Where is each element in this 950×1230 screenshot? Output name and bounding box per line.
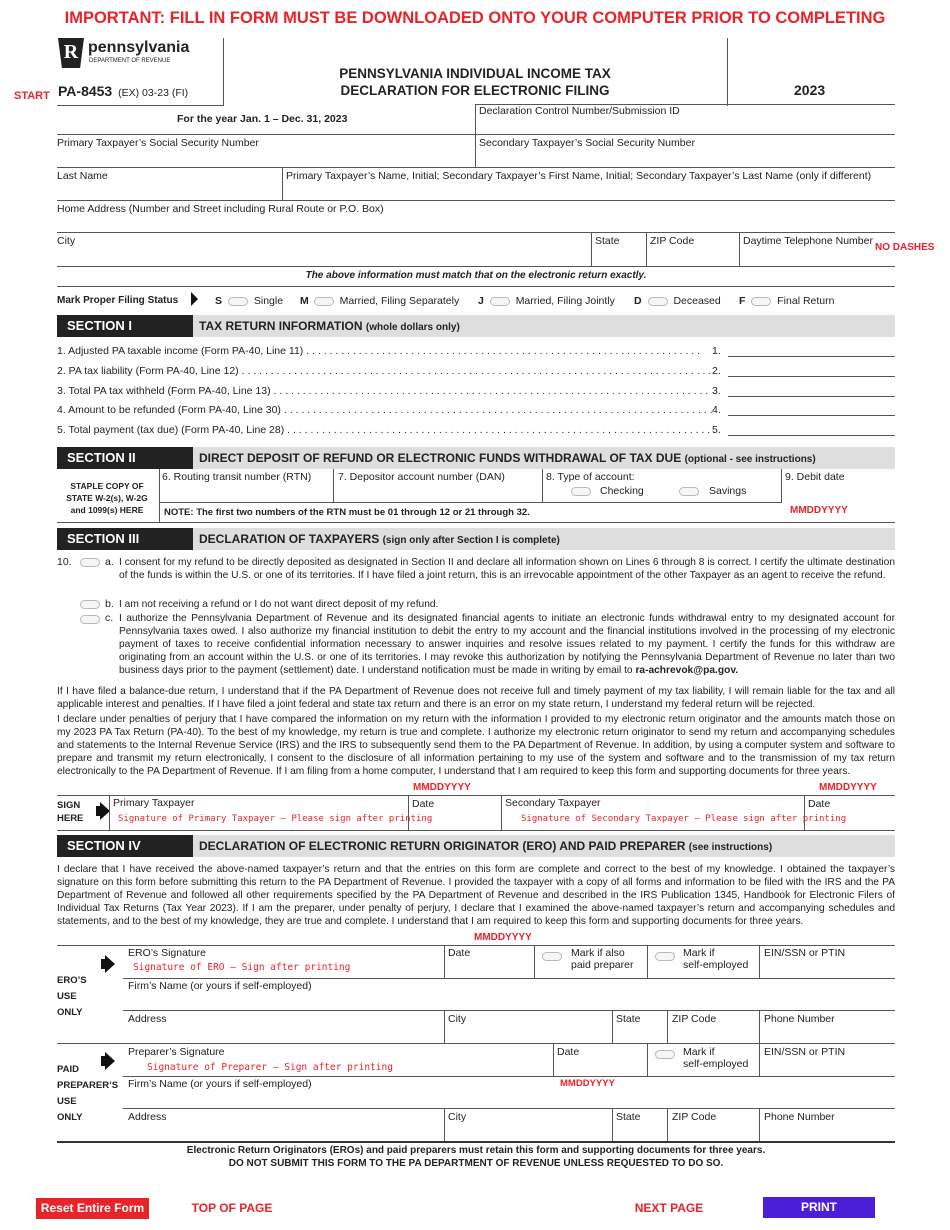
tax-period: For the year Jan. 1 – Dec. 31, 2023 <box>177 113 348 125</box>
ero-self-employed-oval[interactable] <box>655 952 675 961</box>
ero-state-label: State <box>616 1013 641 1025</box>
debit-date-format: MMDDYYYY <box>790 505 848 516</box>
secondary-date-label: Date <box>808 798 831 810</box>
download-warning-banner: IMPORTANT: FILL IN FORM MUST BE DOWNLOADED ONTO YOUR COMPUTER PRIOR TO COMPLETING <box>64 9 886 27</box>
section-3-header <box>57 528 895 550</box>
ero-phone-label: Phone Number <box>764 1013 835 1025</box>
form-title <box>223 65 727 99</box>
secondary-date-format: MMDDYYYY <box>819 782 877 793</box>
primary-ssn-label: Primary Taxpayer’s Social Security Number <box>57 137 259 149</box>
section-4-label: SECTION IV <box>57 835 193 857</box>
preparer-signature-label: Preparer’s Signature <box>128 1046 225 1058</box>
ero-address-label: Address <box>128 1013 167 1025</box>
consent-b-text: I am not receiving a refund or I do not want direct deposit of my refund. <box>119 599 439 610</box>
rtn-label: 6. Routing transit number (RTN) <box>162 471 312 483</box>
filing-status-j[interactable]: J Married, Filing Jointly <box>478 295 615 307</box>
savings-oval[interactable] <box>679 487 699 496</box>
line-5-num: 5. <box>712 424 721 436</box>
retention-note: Electronic Return Originators (EROs) and paid preparers must retain this form and supporting documents for three years. <box>186 1145 766 1156</box>
preparer-signature-hint[interactable]: Signature of Preparer – Sign after printing <box>147 1062 393 1073</box>
status-married-sep-oval[interactable] <box>314 297 334 306</box>
revoke-email: ra-achrevok@pa.gov. <box>635 665 739 676</box>
consent-a-oval[interactable] <box>80 558 100 567</box>
savings-label: Savings <box>709 485 747 497</box>
form-revision: (EX) 03-23 (FI) <box>118 87 189 99</box>
status-deceased-oval[interactable] <box>648 297 668 306</box>
state-label: State <box>595 235 620 247</box>
section-3-label: SECTION III <box>57 528 193 550</box>
preparer-phone-label: Phone Number <box>764 1111 835 1123</box>
ero-city-label: City <box>448 1013 467 1025</box>
filing-status-label: Mark Proper Filing Status <box>57 295 179 306</box>
rtn-note: NOTE: The first two numbers of the RTN must be 01 through 12 or 21 through 32. <box>164 507 530 518</box>
ero-date-format: MMDDYYYY <box>474 932 532 943</box>
line-1-num: 1. <box>712 345 721 357</box>
staple-note: STAPLE COPY OF STATE W-2(s), W-2G and 1099(s) HERE <box>66 481 148 515</box>
status-single-oval[interactable] <box>228 297 248 306</box>
balance-due-paragraph: If I have filed a balance-due return, I understand that if the PA Department of Revenue does not receive full and timely payment of my tax liability, I will remain liable for the tax and all applicable interest and penalties. If I have filed a joint federal and state tax return and there is an error on my state return, I understand my federal return will be rejected. <box>57 686 895 710</box>
print-button[interactable]: PRINT <box>763 1197 875 1218</box>
consent-c-letter: c. <box>105 612 114 624</box>
filing-status-d[interactable]: D Deceased <box>634 295 721 307</box>
ero-signature-label: ERO’s Signature <box>128 947 207 959</box>
ero-paid-preparer-oval[interactable] <box>542 952 562 961</box>
next-page-button[interactable]: NEXT PAGE <box>634 1201 704 1215</box>
ero-declaration-paragraph: I declare that I have received the above-named taxpayer’s return and that the entries on this form are complete and correct to the best of my knowledge. I obtained the taxpayer’s signature on this form before submitting this return to the PA Department of Revenue. I provided the taxpayer with a copy of all forms and information to be filed with the IRS and the PA Department of Revenue and followed all other requirements specified by the PA Department of Revenue and described in the IRS Publication 1345, Handbook for Electronic Filers of Individual Tax Returns (Tax Year 2023). If I am the preparer, under penalty of perjury, I declare that I examined the above-named taxpayer’s return and accompanying schedules and statements, and to the best of my knowledge, they are true and complete. I understand that I am required to keep this form and supporting documents for three years. <box>57 864 895 927</box>
section-2-title: DIRECT DEPOSIT OF REFUND OR ELECTRONIC FUNDS WITHDRAWAL OF TAX DUE (optional - see instructions) <box>199 451 816 465</box>
line-4: 4. Amount to be refunded (Form PA-40, Line 30) . . . . . . . . . . . . . . . . . . . . . . . . . . . . . . . . . . . . . . . . . . . . . . . . . . . . . . . . . . . . . . . . . . . . . . . . . . <box>57 404 713 416</box>
status-married-joint-oval[interactable] <box>490 297 510 306</box>
checking-oval[interactable] <box>571 487 591 496</box>
preparer-state-label: State <box>616 1111 641 1123</box>
line-3-num: 3. <box>712 385 721 397</box>
secondary-taxpayer-label: Secondary Taxpayer <box>505 797 601 809</box>
filing-status-s[interactable]: S Single <box>215 295 284 307</box>
preparer-self-employed-label: Mark if self-employed <box>683 1046 749 1070</box>
ero-firm-label: Firm’s Name (or yours if self-employed) <box>128 980 312 992</box>
secondary-signature-hint[interactable]: Signature of Secondary Taxpayer – Please sign after printing <box>521 814 847 824</box>
filing-status-m[interactable]: M Married, Filing Separately <box>300 295 460 307</box>
filing-status-arrow-icon <box>191 292 198 306</box>
checking-label: Checking <box>600 485 644 497</box>
line-5: 5. Total payment (tax due) (Form PA-40, Line 28) . . . . . . . . . . . . . . . . . . . . . . . . . . . . . . . . . . . . . . . . . . . . . . . . . . . . . . . . . . . . . . . . . . . . . . . . . <box>57 424 711 436</box>
sign-here-label: SIGN HERE <box>57 800 84 824</box>
line-2-input[interactable] <box>728 376 895 377</box>
form-title-line2: DECLARATION FOR ELECTRONIC FILING <box>340 83 610 98</box>
section-2-header <box>57 447 895 469</box>
consent-a-text: I consent for my refund to be directly deposited as designated in Section II and declare all information shown on Lines 6 through 8 is correct. I certify the ultimate destination of the funds is within the U.S. or one of its territories. If I have filed a joint return, this is an irrevocable appointment of the other Taxpayer as an agent to receive the refund. <box>119 557 895 581</box>
primary-date-format: MMDDYYYY <box>413 782 471 793</box>
line-3-input[interactable] <box>728 396 895 397</box>
section-1-header <box>57 315 895 337</box>
ero-self-employed-label: Mark if self-employed <box>683 947 749 971</box>
ero-arrow-icon <box>105 955 115 973</box>
line-5-input[interactable] <box>728 435 895 436</box>
primary-date-label: Date <box>412 798 435 810</box>
logo-text: pennsylvania <box>88 39 190 56</box>
form-number: PA-8453 <box>58 83 113 99</box>
preparer-date-label: Date <box>557 1046 580 1058</box>
line-4-input[interactable] <box>728 415 895 416</box>
account-type-label: 8. Type of account: <box>546 471 635 483</box>
ero-use-only: ERO’S USE ONLY <box>57 975 87 1018</box>
item-10-num: 10. <box>57 556 72 568</box>
preparer-use-only: PAID PREPARER’S USE ONLY <box>57 1064 119 1123</box>
dcn-label: Declaration Control Number/Submission ID <box>479 105 680 117</box>
status-final-oval[interactable] <box>751 297 771 306</box>
do-not-submit-note: DO NOT SUBMIT THIS FORM TO THE PA DEPARTMENT OF REVENUE UNLESS REQUESTED TO DO SO. <box>228 1158 724 1169</box>
tax-year: 2023 <box>794 82 826 98</box>
pa-logo <box>58 38 198 70</box>
preparer-firm-label: Firm’s Name (or yours if self-employed) <box>128 1078 312 1090</box>
line-3: 3. Total PA tax withheld (Form PA-40, Line 13) . . . . . . . . . . . . . . . . . . . . . . . . . . . . . . . . . . . . . . . . . . . . . . . . . . . . . . . . . . . . . . . . . . . . . . . . . . . <box>57 385 709 397</box>
form-title-line1: PENNSYLVANIA INDIVIDUAL INCOME TAX <box>339 66 611 81</box>
filing-status-f[interactable]: F Final Return <box>739 295 835 307</box>
preparer-ein-label: EIN/SSN or PTIN <box>764 1046 846 1058</box>
ero-signature-hint[interactable]: Signature of ERO – Sign after printing <box>133 962 351 973</box>
secondary-ssn-label: Secondary Taxpayer’s Social Security Number <box>479 137 695 149</box>
line-1-input[interactable] <box>728 356 895 357</box>
line-1: 1. Adjusted PA taxable income (Form PA-40, Line 11) . . . . . . . . . . . . . . . . . . . . . . . . . . . . . . . . . . . . . . . . . . . . . . . . . . . . . . . . . . . . . . . . . . . . <box>57 345 701 357</box>
names-label: Primary Taxpayer’s Name, Initial; Secondary Taxpayer’s First Name, Initial; Secondary Taxpayer’s Last Name (only if different) <box>286 170 872 182</box>
preparer-zip-label: ZIP Code <box>672 1111 717 1123</box>
match-note: The above information must match that on the electronic return exactly. <box>305 270 647 281</box>
primary-taxpayer-label: Primary Taxpayer <box>113 797 195 809</box>
preparer-self-employed-oval[interactable] <box>655 1050 675 1059</box>
line-4-num: 4. <box>712 404 721 416</box>
start-label[interactable]: START <box>14 90 50 102</box>
phone-label: Daytime Telephone Number <box>743 235 873 247</box>
home-address-label: Home Address (Number and Street including Rural Route or P.O. Box) <box>57 203 384 215</box>
dan-label: 7. Depositor account number (DAN) <box>338 471 505 483</box>
preparer-date-format: MMDDYYYY <box>560 1078 615 1089</box>
logo-letter: R <box>63 41 79 63</box>
primary-signature-hint[interactable]: Signature of Primary Taxpayer – Please sign after printing <box>118 814 433 824</box>
consent-b-oval[interactable] <box>80 600 100 609</box>
section-1-label: SECTION I <box>57 315 193 337</box>
top-of-page-button[interactable]: TOP OF PAGE <box>191 1201 273 1215</box>
debit-date-label: 9. Debit date <box>785 471 845 483</box>
last-name-label: Last Name <box>57 170 108 182</box>
ero-ein-label: EIN/SSN or PTIN <box>764 947 846 959</box>
reset-form-button[interactable]: Reset Entire Form <box>36 1198 149 1219</box>
form-code <box>58 83 188 99</box>
line-2-num: 2. <box>712 365 721 377</box>
line-2: 2. PA tax liability (Form PA-40, Line 12) . . . . . . . . . . . . . . . . . . . . . . . . . . . . . . . . . . . . . . . . . . . . . . . . . . . . . . . . . . . . . . . . . . . . . . . . . . . . . . . . . <box>57 365 712 377</box>
ero-zip-label: ZIP Code <box>672 1013 717 1025</box>
consent-c-oval[interactable] <box>80 615 100 624</box>
preparer-city-label: City <box>448 1111 467 1123</box>
ero-paid-preparer-label: Mark if also paid preparer <box>571 947 634 971</box>
logo-subtext: DEPARTMENT OF REVENUE <box>89 58 171 64</box>
consent-b-letter: b. <box>105 598 114 610</box>
consent-c-text: I authorize the Pennsylvania Department of Revenue and its designated financial agents to initiate an electronic funds withdrawal entry to my designated account for Pennsylvania taxes owed. I also authorize my financial institution to debit the entry to my account and the financial institutions involved in the processing of my electronic payment of taxes to receive confidential information necessary to answer inquiries and resolve issues related to my payment. I certify the funds for this withdraw are originating from an account within the U.S. or one of its territories. I may revoke this authorization by notifying the Pennsylvania Department of Revenue no later than two business days prior to the payment (settlement) date. I understand notification must be made in writing by email to ra-achrevok@pa.gov. <box>119 613 895 676</box>
no-dashes-note: NO DASHES <box>875 242 935 253</box>
preparer-address-label: Address <box>128 1111 167 1123</box>
city-label: City <box>57 235 76 247</box>
section-1-title: TAX RETURN INFORMATION (whole dollars only) <box>199 319 460 333</box>
section-2-label: SECTION II <box>57 447 193 469</box>
perjury-paragraph: I declare under penalties of perjury that I have compared the information on my return with the information I provided to my electronic return originator and the amounts match those on my 2023 PA Tax Return (PA-40). To the best of my knowledge, my return is true and complete. I authorize my electronic return originator to send my return and accompanying schedules and statements to the Internal Revenue Service (IRS) and the IRS to subsequently send them to the PA Department of Revenue. In addition, by using a computer system and software to prepare and transmit my return electronically, I consent to the disclosure of all information pertaining to my use of the system and software and to the transmission of my tax return electronically to the PA Department of Revenue. If I am filing from a home computer, I understand that I am required to keep this form and supporting documents for three years. <box>57 714 895 777</box>
ero-date-label: Date <box>448 947 471 959</box>
consent-a-letter: a. <box>105 556 114 568</box>
zip-label: ZIP Code <box>650 235 695 247</box>
section-3-title: DECLARATION OF TAXPAYERS (sign only after Section I is complete) <box>199 532 560 546</box>
section-4-title: DECLARATION OF ELECTRONIC RETURN ORIGINATOR (ERO) AND PAID PREPARER (see instructions) <box>199 839 773 853</box>
section-4-header <box>57 835 895 857</box>
